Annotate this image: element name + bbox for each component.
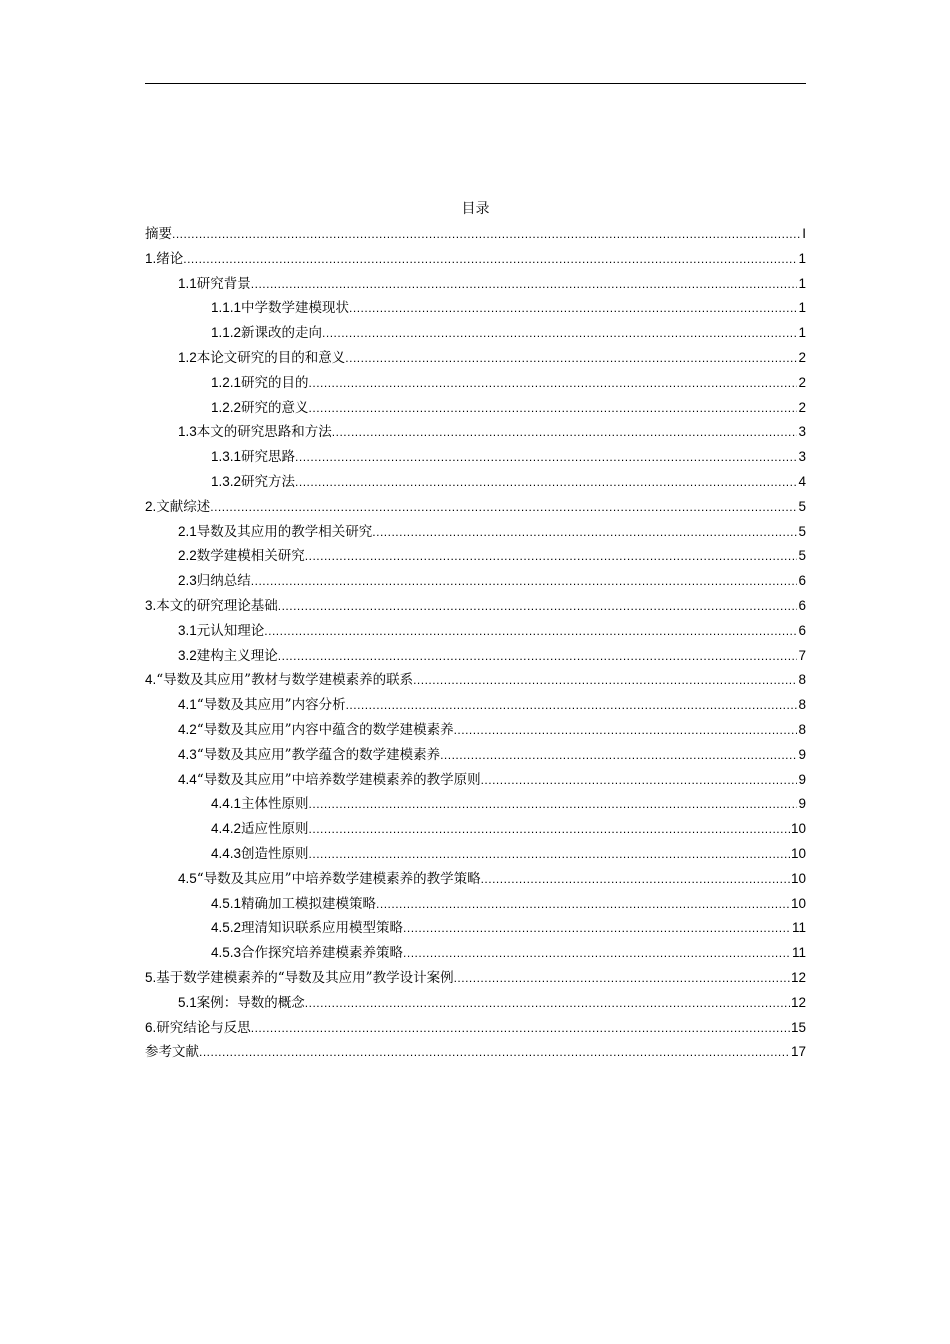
dot-leader [172,222,801,247]
dot-leader [440,743,797,768]
toc-entry-title: 主体性原则 [241,796,309,813]
toc-entry-number: 2.1 [178,523,197,539]
toc-entry[interactable] [145,792,806,817]
toc-entry-number: 4.4.2 [211,821,242,837]
toc-entry[interactable] [145,371,806,396]
toc-entry-page: 4 [798,473,806,489]
toc-entry-number: 1.1.1 [211,300,242,316]
toc-entry-title: 文献综述 [156,498,211,515]
toc-entry[interactable] [145,768,806,793]
toc-entry-page: 10 [790,845,806,861]
toc-entry-title: 适应性原则 [241,821,309,838]
toc-entry-number: 1.1.2 [211,325,242,341]
toc-entry-title: 建构主义理论 [196,647,278,664]
dot-leader [305,991,790,1016]
toc-entry-page: 6 [798,597,806,613]
toc-entry-number: 4.3 [178,746,197,762]
toc-entry-page: 1 [798,275,806,291]
toc-entry-title: 研究背景 [196,275,251,292]
dot-leader [309,371,798,396]
toc-entry[interactable] [145,594,806,619]
toc-entry[interactable] [145,247,806,272]
dot-leader [403,916,791,941]
toc-entry-page: 1 [798,325,806,341]
toc-entry[interactable] [145,743,806,768]
toc-entry-page: 12 [790,969,806,985]
dot-leader [413,668,797,693]
dot-leader [278,644,798,669]
toc-entry-page: 15 [790,1019,806,1035]
dot-leader [183,247,797,272]
toc-entry-number: 5.1 [178,994,197,1010]
toc-entry[interactable] [145,321,806,346]
toc-entry-number: 4.5.3 [211,945,242,961]
toc-entry-title: “导数及其应用”教材与数学建模素养的联系 [156,672,414,689]
toc-entry-title: 新课改的走向 [241,325,323,342]
dot-leader [376,892,790,917]
toc-entry-page: 1 [798,250,806,266]
toc-entry-title: 理清知识联系应用模型策略 [241,920,404,937]
toc-title: 目录 [461,201,490,217]
dot-leader [305,544,798,569]
toc-entry[interactable] [145,396,806,421]
dot-leader [322,321,797,346]
toc-entry[interactable] [145,544,806,569]
toc-entry-number: 1.3 [178,424,197,440]
toc-entry-number: 6. [145,1019,157,1035]
toc-entry-page: 9 [798,796,806,812]
toc-entry[interactable] [145,420,806,445]
toc-entry-number: 4.5.2 [211,920,242,936]
dot-leader [309,396,798,421]
dot-leader [309,817,790,842]
toc-entry-title: 研究方法 [241,473,296,490]
dot-leader [251,569,798,594]
toc-entry[interactable] [145,520,806,545]
toc-entry-number: 3.1 [178,622,197,638]
toc-entry[interactable] [145,941,806,966]
toc-entry[interactable] [145,619,806,644]
toc-entry-number: 4.4 [178,771,197,787]
toc-entry[interactable] [145,222,806,247]
toc-entry[interactable] [145,445,806,470]
toc-entry[interactable] [145,1040,806,1065]
toc-entry-number: 4.1 [178,697,197,713]
toc-entry-title: 研究的目的 [241,374,309,391]
toc-entry-page: 11 [791,920,806,936]
toc-entry-page: 5 [798,548,806,564]
toc-entry-number: 4.5.1 [211,895,242,911]
toc-entry-number: 2. [145,498,157,514]
toc-entry[interactable] [145,272,806,297]
toc-entry-page: I [802,226,806,241]
toc-entry-number: 4.4.3 [211,845,242,861]
toc-entry[interactable] [145,916,806,941]
dot-leader [346,693,798,718]
toc-entry-page: 10 [790,895,806,911]
toc-entry-number: 1.2.1 [211,374,242,390]
toc-entry[interactable] [145,470,806,495]
toc-entry-page: 2 [798,349,806,365]
toc-entry-title: 参考文献 [145,1044,199,1061]
toc-entry[interactable] [145,718,806,743]
dot-leader [309,792,798,817]
toc-entry[interactable] [145,668,806,693]
dot-leader [251,272,798,297]
toc-entry-page: 8 [798,721,806,737]
toc-entry-number: 1.2 [178,349,197,365]
toc-entry-number: 4. [145,672,157,688]
toc-entry-page: 12 [790,994,806,1010]
toc-entry-page: 3 [798,424,806,440]
toc-entry-page: 6 [798,622,806,638]
toc-entry-title: 创造性原则 [241,845,309,862]
toc-entry-page: 2 [798,374,806,390]
toc-entry-title: “导数及其应用”中培养数学建模素养的教学原则 [196,771,481,788]
toc-entry-page: 6 [798,573,806,589]
dot-leader [278,594,798,619]
toc-entry-page: 10 [790,870,806,886]
toc-entry-title: 本文的研究理论基础 [156,597,278,614]
dot-leader [264,619,797,644]
toc-entry-number: 1.3.2 [211,473,242,489]
toc-entry[interactable] [145,569,806,594]
toc-entry-page: 9 [798,746,806,762]
toc-entry-title: “导数及其应用”内容分析 [196,697,346,714]
toc-entry-number: 2.2 [178,548,197,564]
dot-leader [454,966,790,991]
toc-entry-page: 2 [798,399,806,415]
toc-entry[interactable] [145,296,806,321]
toc-entry[interactable] [145,693,806,718]
dot-leader [349,296,797,321]
toc-entry-title: 研究思路 [241,449,296,466]
toc-entry-title: 本文的研究思路和方法 [196,424,332,441]
toc-entry-title: 数学建模相关研究 [196,548,305,565]
toc-entry-number: 2.3 [178,573,197,589]
toc-entry[interactable] [145,1016,806,1041]
toc-entry-number: 3. [145,597,157,613]
toc-entry[interactable] [145,817,806,842]
toc-entry-title: “导数及其应用”内容中蕴含的数学建模素养 [196,721,454,738]
dot-leader [199,1040,790,1065]
toc-entry-title: 合作探究培养建模素养策略 [241,945,404,962]
dot-leader [295,470,797,495]
toc-entry-number: 4.4.1 [211,796,242,812]
toc-entry-page: 10 [790,821,806,837]
dot-leader [309,842,790,867]
toc-entry-title: 本论文研究的目的和意义 [196,349,346,366]
toc-entry[interactable] [145,842,806,867]
dot-leader [295,445,797,470]
toc-entry-title: 精确加工模拟建模策略 [241,895,377,912]
dot-leader [403,941,791,966]
toc-entry[interactable] [145,966,806,991]
toc-entry-title: 绪论 [156,250,184,267]
toc-entry[interactable] [145,867,806,892]
dot-leader [481,768,798,793]
toc-entry-number: 4.2 [178,721,197,737]
toc-entry-title: 中学数学建模现状 [241,300,350,317]
toc-entry-page: 11 [791,945,806,961]
toc-entry[interactable] [145,892,806,917]
dot-leader [332,420,798,445]
toc-entry-title: “导数及其应用”教学蕴含的数学建模素养 [196,746,441,763]
dot-leader [454,718,798,743]
toc-entry-page: 17 [790,1044,806,1060]
toc-entry-page: 5 [798,498,806,514]
dot-leader [251,1016,790,1041]
toc-entry-number: 1. [145,250,157,266]
toc-entry-page: 1 [798,300,806,316]
toc-entry[interactable] [145,495,806,520]
dot-leader [481,867,790,892]
toc-entry-title: 研究的意义 [241,399,309,416]
toc-entry-page: 8 [798,672,806,688]
toc-entry-page: 3 [798,449,806,465]
header-rule [145,83,806,84]
toc-entry-title: 案例：导数的概念 [196,994,305,1011]
dot-leader [345,346,797,371]
toc-entry-number: 4.5 [178,870,197,886]
toc-entry-title: 基于数学建模素养的“导数及其应用”教学设计案例 [156,969,454,986]
toc-entry-title: 导数及其应用的教学相关研究 [196,523,373,540]
toc-entry-page: 7 [798,647,806,663]
toc-entry-page: 8 [798,697,806,713]
toc-entry[interactable] [145,644,806,669]
toc-entry[interactable] [145,991,806,1016]
dot-leader [210,495,797,520]
toc-entry-number: 1.3.1 [211,449,242,465]
toc-entry-number: 3.2 [178,647,197,663]
toc-entry-page: 9 [798,771,806,787]
toc-entry-title: 摘要 [145,226,172,242]
toc-entry-title: 归纳总结 [196,573,251,590]
toc-entry-number: 1.2.2 [211,399,242,415]
toc-entry-title: “导数及其应用”中培养数学建模素养的教学策略 [196,870,481,887]
dot-leader [372,520,797,545]
toc-entry-page: 5 [798,523,806,539]
toc-entry-number: 5. [145,969,157,985]
toc-entry-title: 研究结论与反思 [156,1019,251,1036]
toc-entry-number: 1.1 [178,275,197,291]
toc-entry-title: 元认知理论 [196,622,265,639]
toc-entry[interactable] [145,346,806,371]
table-of-contents [145,222,806,1065]
